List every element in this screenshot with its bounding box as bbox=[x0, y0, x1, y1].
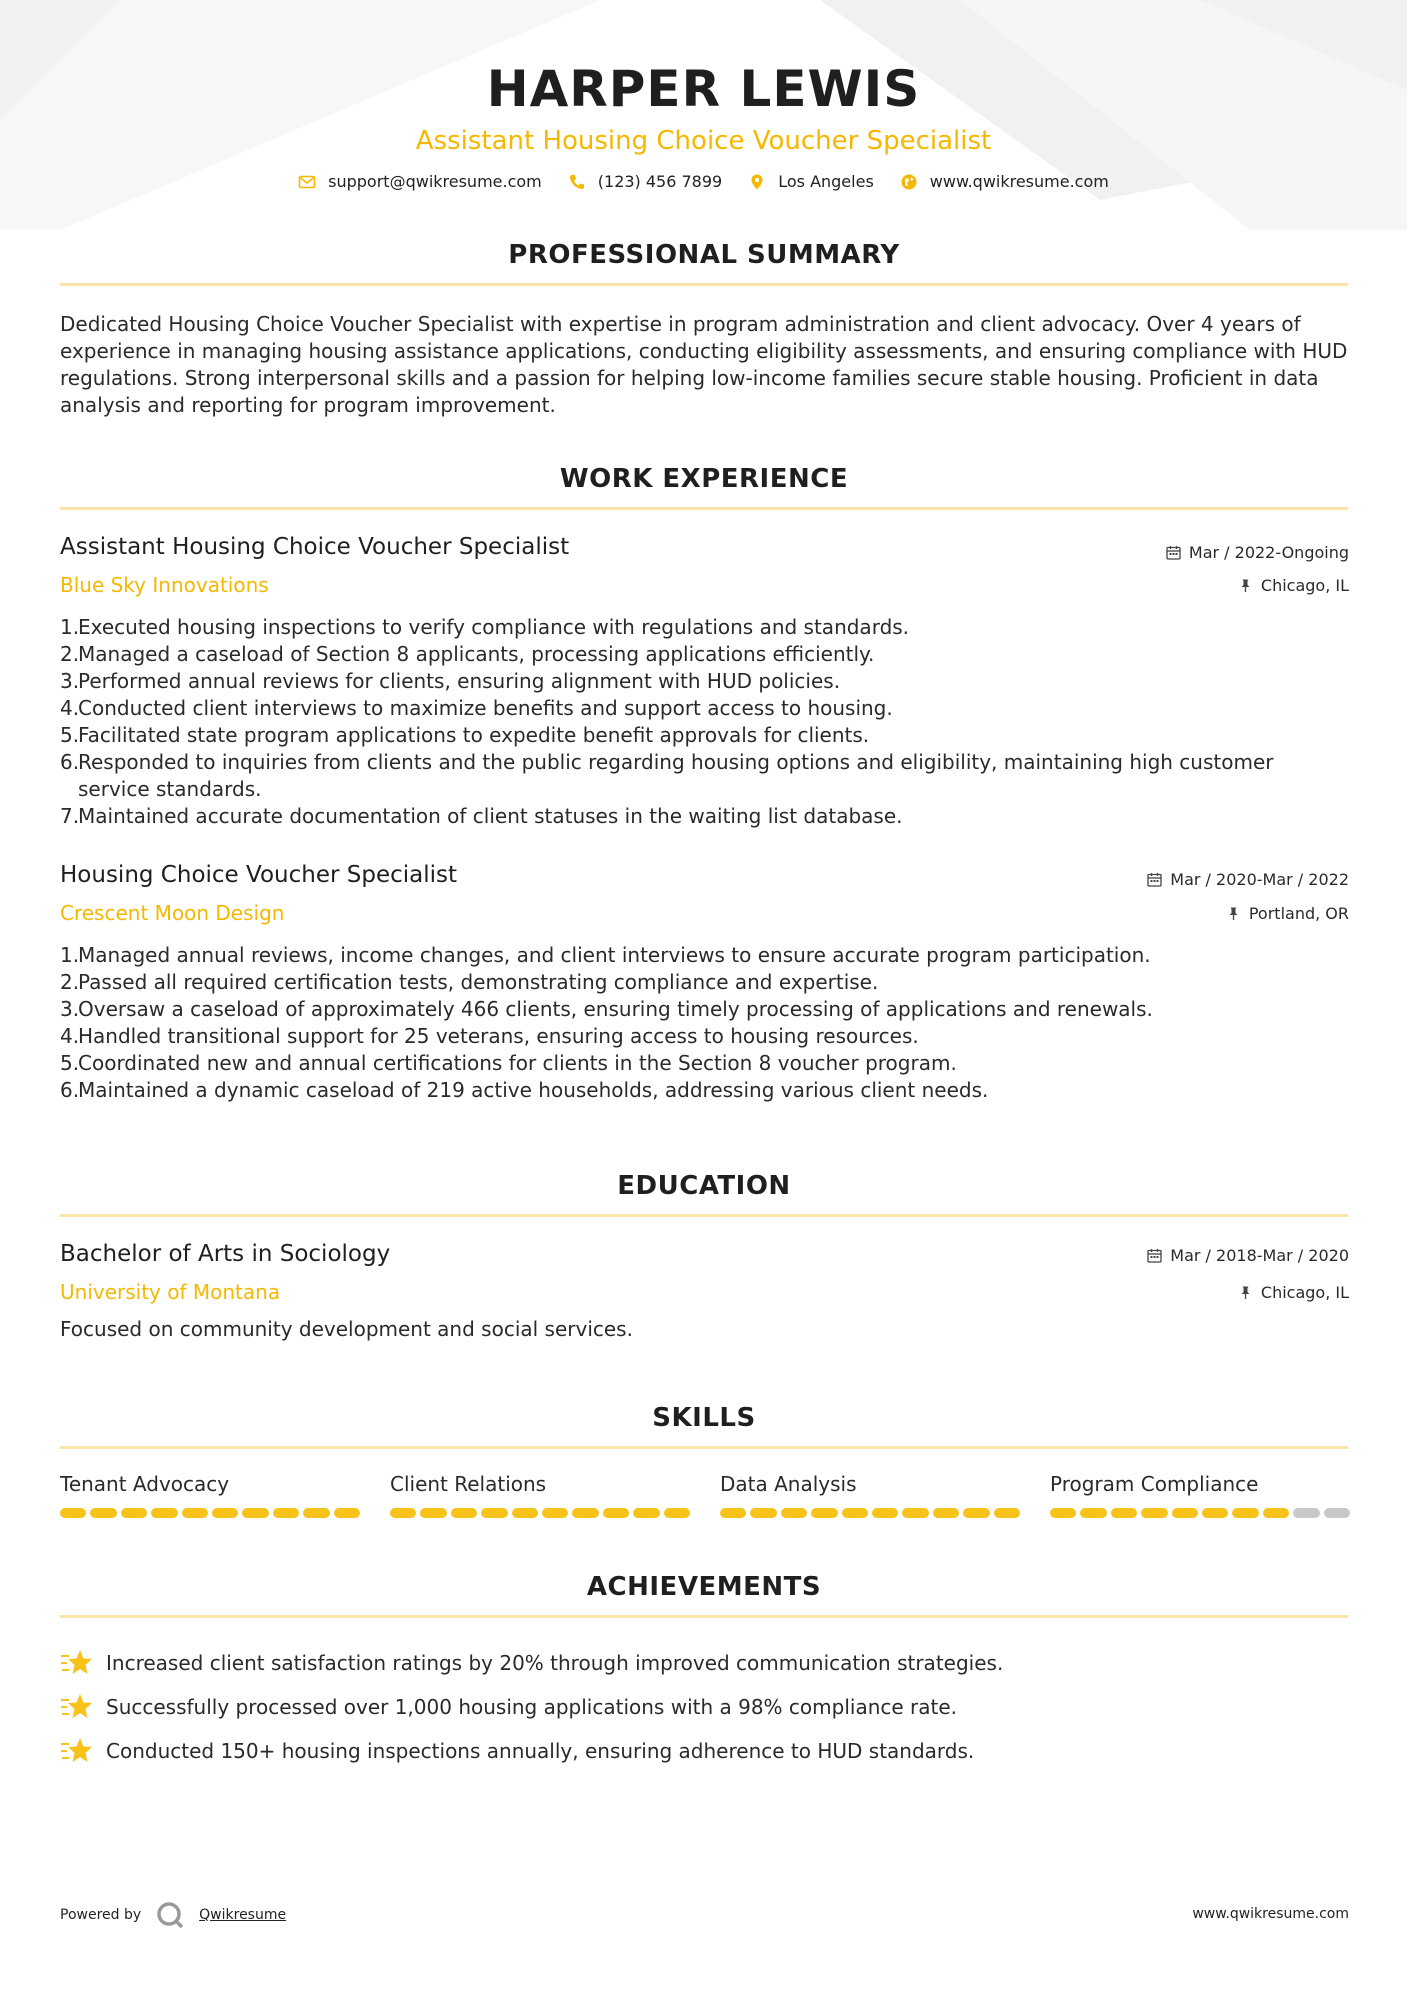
calendar-icon bbox=[1147, 1248, 1162, 1263]
skill-level-bar bbox=[390, 1508, 690, 1518]
list-item: 4. Conducted client interviews to maximize benefits and support access to housing. bbox=[60, 696, 893, 720]
job-location bbox=[1238, 576, 1349, 595]
skill-segment bbox=[633, 1508, 659, 1518]
skill-segment bbox=[664, 1508, 690, 1518]
skills-divider bbox=[60, 1446, 1348, 1449]
skill-segment bbox=[121, 1508, 147, 1518]
list-item: 7. Maintained accurate documentation of client statuses in the waiting list database. bbox=[60, 804, 903, 828]
job-title: Housing Choice Voucher Specialist bbox=[60, 862, 458, 888]
summary-text: Dedicated Housing Choice Voucher Specialist with expertise in program administration and client advocacy. Over 4 years of experience in managing housing assistance applications, conducting eligibility assessments, and ensuring compliance with HUD regulations. Strong interpersonal skills and a passion for helping low-income families secure stable housing. Proficient in data analysis and reporting for program improvement. bbox=[60, 312, 1348, 417]
job-location bbox=[1226, 904, 1349, 923]
skill-segment bbox=[963, 1508, 989, 1518]
skill-segment bbox=[303, 1508, 329, 1518]
skill-segment bbox=[572, 1508, 598, 1518]
resume-header bbox=[0, 60, 1407, 156]
skills-heading: SKILLS bbox=[652, 1403, 756, 1433]
skill-segment bbox=[182, 1508, 208, 1518]
star-icon bbox=[60, 1736, 94, 1766]
skill-level-bar bbox=[60, 1508, 360, 1518]
job-dates bbox=[1166, 543, 1349, 562]
skill-segment bbox=[750, 1508, 776, 1518]
skill-segment bbox=[481, 1508, 507, 1518]
calendar-icon bbox=[1166, 545, 1181, 560]
achievements-heading: ACHIEVEMENTS bbox=[586, 1572, 822, 1602]
skill-segment bbox=[512, 1508, 538, 1518]
experience-divider bbox=[60, 507, 1348, 510]
qwikresume-logo-icon bbox=[155, 1900, 185, 1930]
achievement-item bbox=[60, 1641, 1350, 1685]
job-bullets bbox=[60, 942, 1350, 1104]
skill-segment bbox=[603, 1508, 629, 1518]
skill-segment bbox=[273, 1508, 299, 1518]
skill-segment bbox=[1202, 1508, 1228, 1518]
skill-segment bbox=[842, 1508, 868, 1518]
achievement-text: Successfully processed over 1,000 housing applications with a 98% compliance rate. bbox=[106, 1695, 958, 1719]
pushpin-icon bbox=[1226, 906, 1241, 921]
footer-url[interactable]: www.qwikresume.com bbox=[1192, 1906, 1349, 1922]
list-item: 6. Maintained a dynamic caseload of 219 active households, addressing various client needs. bbox=[60, 1078, 989, 1102]
skill-name: Program Compliance bbox=[1050, 1472, 1259, 1496]
education-description: Focused on community development and social services. bbox=[60, 1317, 633, 1341]
list-item: 5. Coordinated new and annual certifications for clients in the Section 8 voucher program. bbox=[60, 1051, 957, 1075]
education-dates bbox=[1147, 1246, 1349, 1265]
star-icon bbox=[60, 1692, 94, 1722]
list-item: 5. Facilitated state program applications to expedite benefit approvals for clients. bbox=[60, 723, 870, 747]
job-dates bbox=[1147, 870, 1349, 889]
education-dates-text: Mar / 2018-Mar / 2020 bbox=[1170, 1246, 1349, 1265]
skill-item bbox=[390, 1472, 690, 1518]
skill-segment bbox=[334, 1508, 360, 1518]
job-location-text: Portland, OR bbox=[1248, 904, 1349, 923]
skill-segment bbox=[1172, 1508, 1198, 1518]
company-name: Crescent Moon Design bbox=[60, 901, 285, 925]
skill-item bbox=[1050, 1472, 1350, 1518]
footer-branding bbox=[60, 1900, 286, 1930]
degree-title: Bachelor of Arts in Sociology bbox=[60, 1241, 391, 1267]
globe-icon bbox=[900, 173, 918, 191]
phone-icon bbox=[568, 173, 586, 191]
job-dates-text: Mar / 2020-Mar / 2022 bbox=[1170, 870, 1349, 889]
skill-level-bar bbox=[1050, 1508, 1350, 1518]
summary-heading: PROFESSIONAL SUMMARY bbox=[508, 240, 900, 270]
skill-segment bbox=[451, 1508, 477, 1518]
brand-link[interactable]: Qwikresume bbox=[199, 1907, 287, 1923]
pushpin-icon bbox=[1238, 578, 1253, 593]
skill-segment bbox=[781, 1508, 807, 1518]
education-location bbox=[1238, 1283, 1349, 1302]
list-item: 1. Managed annual reviews, income changes, and client interviews to ensure accurate program participation. bbox=[60, 943, 1151, 967]
skill-segment bbox=[542, 1508, 568, 1518]
list-item: 2. Managed a caseload of Section 8 applicants, processing applications efficiently. bbox=[60, 642, 875, 666]
education-divider bbox=[60, 1214, 1348, 1217]
achievements-divider bbox=[60, 1615, 1348, 1618]
skill-segment bbox=[1324, 1508, 1350, 1518]
skill-segment bbox=[390, 1508, 416, 1518]
powered-by-label: Powered by bbox=[60, 1907, 142, 1923]
list-item: 3. Oversaw a caseload of approximately 466 clients, ensuring timely processing of applications and renewals. bbox=[60, 997, 1153, 1021]
education-location-text: Chicago, IL bbox=[1260, 1283, 1349, 1302]
skill-segment bbox=[933, 1508, 959, 1518]
school-name: University of Montana bbox=[60, 1280, 281, 1304]
list-item: 4. Handled transitional support for 25 veterans, ensuring access to housing resources. bbox=[60, 1024, 919, 1048]
skill-segment bbox=[1263, 1508, 1289, 1518]
skill-segment bbox=[872, 1508, 898, 1518]
skill-segment bbox=[212, 1508, 238, 1518]
contact-website[interactable] bbox=[900, 172, 1109, 191]
achievement-text: Increased client satisfaction ratings by 20% through improved communication strategies. bbox=[106, 1651, 1004, 1675]
list-item: 1. Executed housing inspections to verify compliance with regulations and standards. bbox=[60, 615, 910, 639]
skill-segment bbox=[994, 1508, 1020, 1518]
company-name: Blue Sky Innovations bbox=[60, 573, 269, 597]
job-title: Assistant Housing Choice Voucher Specialist bbox=[60, 534, 570, 560]
list-item: 3. Performed annual reviews for clients, ensuring alignment with HUD policies. bbox=[60, 669, 841, 693]
skill-segment bbox=[151, 1508, 177, 1518]
list-item: 2. Passed all required certification tests, demonstrating compliance and expertise. bbox=[60, 970, 879, 994]
skill-segment bbox=[720, 1508, 746, 1518]
skill-segment bbox=[1232, 1508, 1258, 1518]
skill-item bbox=[60, 1472, 360, 1518]
candidate-name: HARPER LEWIS bbox=[486, 60, 921, 118]
skill-name: Data Analysis bbox=[720, 1472, 857, 1496]
skill-segment bbox=[420, 1508, 446, 1518]
experience-heading: WORK EXPERIENCE bbox=[559, 464, 849, 494]
skill-item bbox=[720, 1472, 1020, 1518]
skill-segment bbox=[1080, 1508, 1106, 1518]
skill-level-bar bbox=[720, 1508, 1020, 1518]
achievements-list bbox=[60, 1641, 1350, 1773]
list-item: 6. Responded to inquiries from clients and the public regarding housing options and eligibility, maintaining high customer service standards. bbox=[60, 750, 1274, 801]
calendar-icon bbox=[1147, 872, 1162, 887]
pushpin-icon bbox=[1238, 1285, 1253, 1300]
map-pin-icon bbox=[748, 173, 766, 191]
contact-phone[interactable] bbox=[568, 172, 722, 191]
candidate-title: Assistant Housing Choice Voucher Specialist bbox=[415, 126, 992, 156]
contact-email[interactable] bbox=[298, 172, 542, 191]
skill-name: Tenant Advocacy bbox=[60, 1472, 230, 1496]
skill-segment bbox=[242, 1508, 268, 1518]
skill-name: Client Relations bbox=[390, 1472, 547, 1496]
skill-segment bbox=[902, 1508, 928, 1518]
website-text: www.qwikresume.com bbox=[929, 172, 1109, 191]
skill-segment bbox=[811, 1508, 837, 1518]
achievement-text: Conducted 150+ housing inspections annually, ensuring adherence to HUD standards. bbox=[106, 1739, 975, 1763]
skill-segment bbox=[1050, 1508, 1076, 1518]
location-text: Los Angeles bbox=[778, 172, 874, 191]
contact-bar bbox=[0, 172, 1407, 191]
achievement-item bbox=[60, 1729, 1350, 1773]
skill-segment bbox=[1141, 1508, 1167, 1518]
skills-list bbox=[60, 1472, 1350, 1518]
job-location-text: Chicago, IL bbox=[1260, 576, 1349, 595]
skill-segment bbox=[90, 1508, 116, 1518]
skill-segment bbox=[1111, 1508, 1137, 1518]
phone-text: (123) 456 7899 bbox=[597, 172, 723, 191]
job-dates-text: Mar / 2022-Ongoing bbox=[1188, 543, 1349, 562]
skill-segment bbox=[60, 1508, 86, 1518]
skill-segment bbox=[1293, 1508, 1319, 1518]
job-bullets bbox=[60, 614, 1350, 830]
envelope-icon bbox=[298, 173, 316, 191]
email-text: support@qwikresume.com bbox=[328, 172, 542, 191]
contact-location bbox=[748, 172, 874, 191]
summary-divider bbox=[60, 283, 1348, 286]
education-heading: EDUCATION bbox=[617, 1171, 791, 1201]
star-icon bbox=[60, 1648, 94, 1678]
achievement-item bbox=[60, 1685, 1350, 1729]
